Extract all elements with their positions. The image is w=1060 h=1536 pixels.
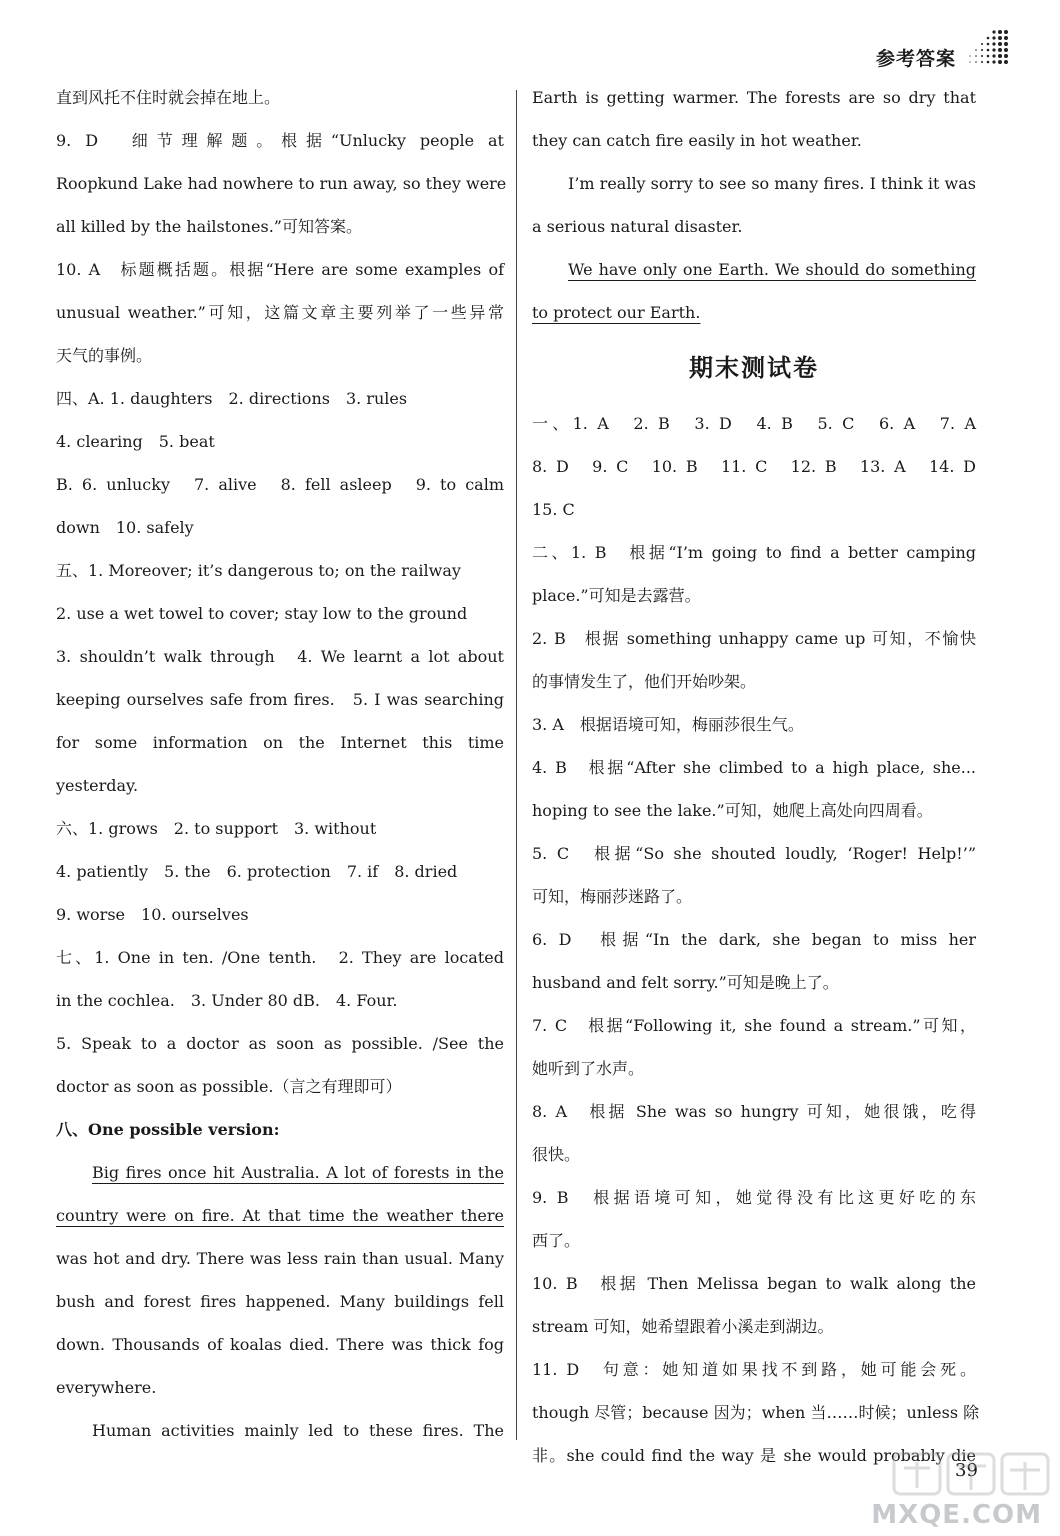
text-line — [532, 1348, 976, 1391]
text-line — [56, 119, 504, 162]
line-text: 的事情发生了，他们开始吵架。 — [532, 672, 757, 691]
text-line — [56, 1237, 504, 1280]
text-line — [56, 721, 504, 764]
line-text: 六、1. grows 2. to support 3. without — [56, 819, 377, 838]
line-text: 她听到了水声。 — [532, 1059, 645, 1078]
text-line — [56, 1108, 504, 1151]
text-line — [56, 764, 504, 807]
text-line — [56, 377, 504, 420]
text-line — [532, 205, 976, 248]
text-line — [532, 703, 976, 746]
line-text: 9. worse 10. ourselves — [56, 905, 249, 924]
line-text: 7. C 根据“Following it, she found a stream.”可知， — [532, 1016, 976, 1035]
text-line — [56, 678, 504, 721]
right-column — [532, 76, 980, 1477]
text-line — [532, 1262, 976, 1305]
line-text: 9. D 细节理解题。根据“Unlucky people at — [56, 131, 504, 150]
column-divider — [516, 90, 517, 1440]
text-line — [532, 1305, 976, 1348]
text-line — [56, 1022, 504, 1065]
line-text: a serious natural disaster. — [532, 217, 743, 236]
line-text: 八、One possible version: — [56, 1120, 280, 1139]
right-column-bottom — [532, 402, 980, 1477]
line-text: 西了。 — [532, 1231, 581, 1250]
line-text: doctor as soon as possible.（言之有理即可） — [56, 1077, 402, 1096]
left-column — [56, 76, 507, 1452]
text-line — [532, 1090, 976, 1133]
line-text: We have only one Earth. We should do something — [568, 260, 976, 279]
line-text: was hot and dry. There was less rain than usual. Many — [56, 1249, 504, 1268]
line-text: 4. patiently 5. the 6. protection 7. if 8. dried — [56, 862, 458, 881]
line-text: 5. C 根据“So she shouted loudly, ‘Roger! Help!’” — [532, 844, 976, 863]
text-line — [56, 1280, 504, 1323]
text-line — [56, 592, 504, 635]
line-text: 3. shouldn’t walk through 4. We learnt a lot about — [56, 647, 504, 666]
text-line — [532, 660, 976, 703]
line-text: 3. A 根据语境可知，梅丽莎很生气。 — [532, 715, 804, 734]
text-line — [532, 76, 976, 119]
line-text: 二、1. B 根据“I’m going to find a better camping — [532, 543, 976, 562]
text-line — [532, 402, 976, 445]
line-text: 5. Speak to a doctor as soon as possible. /See the — [56, 1034, 504, 1053]
line-text: everywhere. — [56, 1378, 157, 1397]
text-line — [532, 248, 976, 291]
line-text: place.”可知是去露营。 — [532, 586, 701, 605]
text-line — [532, 574, 976, 617]
text-line — [56, 248, 504, 291]
line-text: 9. B 根据语境可知，她觉得没有比这更好吃的东 — [532, 1188, 976, 1207]
text-line — [532, 445, 976, 488]
text-line — [56, 420, 504, 463]
text-line — [56, 162, 507, 205]
line-text: B. 6. unlucky 7. alive 8. fell asleep 9. to calm — [56, 475, 504, 494]
text-line — [56, 334, 504, 377]
line-text: 8. A 根据 She was so hungry 可知，她很饿，吃得 — [532, 1102, 976, 1121]
line-text: 15. C — [532, 500, 575, 519]
text-line — [532, 746, 976, 789]
line-text: keeping ourselves safe from fires. 5. I was searching — [56, 690, 504, 709]
text-line — [56, 205, 504, 248]
text-line — [56, 1151, 504, 1194]
text-line — [56, 979, 504, 1022]
text-line — [56, 936, 504, 979]
section-title: 期末测试卷 — [689, 354, 819, 382]
watermark-text: MXQE.COM — [871, 1500, 1042, 1530]
line-text: for some information on the Internet this time — [56, 733, 504, 752]
line-text: Human activities mainly led to these fires. The — [92, 1421, 504, 1440]
text-line — [56, 635, 504, 678]
right-column-top — [532, 76, 976, 334]
text-line — [532, 1176, 976, 1219]
text-line — [532, 119, 976, 162]
text-line — [532, 291, 976, 334]
line-text: all killed by the hailstones.”可知答案。 — [56, 217, 362, 236]
text-line — [532, 1047, 976, 1090]
line-text: 10. A 标题概括题。根据“Here are some examples of — [56, 260, 504, 279]
text-line — [532, 1004, 976, 1047]
text-line — [532, 162, 976, 205]
line-text: Big fires once hit Australia. A lot of forests in the — [92, 1163, 504, 1182]
text-line — [532, 531, 976, 574]
line-text: 可知，梅丽莎迷路了。 — [532, 887, 693, 906]
text-line — [56, 1323, 504, 1366]
text-line — [56, 1194, 504, 1237]
line-text: though 尽管；because 因为；when 当……时候；unless 除 — [532, 1403, 980, 1422]
line-text: 直到风托不住时就会掉在地上。 — [56, 88, 281, 107]
line-text: 10. B 根据 Then Melissa began to walk along the — [532, 1274, 976, 1293]
line-text: to protect our Earth. — [532, 303, 701, 322]
line-text: 2. use a wet towel to cover; stay low to the ground — [56, 604, 468, 623]
text-line — [532, 488, 976, 531]
line-text: 天气的事例。 — [56, 346, 153, 365]
line-text: yesterday. — [56, 776, 139, 795]
text-line — [56, 1409, 504, 1452]
line-text: down. Thousands of koalas died. There was thick fog — [56, 1335, 504, 1354]
text-line — [56, 549, 504, 592]
line-text: husband and felt sorry.”可知是晚上了。 — [532, 973, 839, 992]
line-text: 2. B 根据 something unhappy came up 可知，不愉快 — [532, 629, 976, 648]
text-line — [532, 832, 976, 875]
text-line — [532, 1391, 980, 1434]
text-line — [532, 789, 976, 832]
text-line — [532, 617, 976, 660]
line-text: 一、1. A 2. B 3. D 4. B 5. C 6. A 7. A — [532, 414, 976, 433]
text-line — [56, 893, 504, 936]
line-text: 11. D 句意：她知道如果找不到路，她可能会死。 — [532, 1360, 976, 1379]
line-text: bush and forest fires happened. Many buildings fell — [56, 1292, 504, 1311]
page-number: 39 — [955, 1460, 978, 1481]
text-line — [56, 1065, 504, 1108]
line-text: down 10. safely — [56, 518, 194, 537]
dots-decoration-icon — [966, 28, 1010, 72]
text-line — [56, 76, 504, 119]
line-text: 8. D 9. C 10. B 11. C 12. B 13. A 14. D — [532, 457, 976, 476]
line-text: 4. B 根据“After she climbed to a high place, she... — [532, 758, 976, 777]
text-line — [56, 291, 504, 334]
line-text: stream 可知，她希望跟着小溪走到湖边。 — [532, 1317, 834, 1336]
line-text: 4. clearing 5. beat — [56, 432, 215, 451]
line-text: I’m really sorry to see so many fires. I think it was — [568, 174, 976, 193]
text-line — [532, 875, 976, 918]
text-line — [532, 961, 976, 1004]
line-text: Earth is getting warmer. The forests are so dry that — [532, 88, 976, 107]
line-text: 非。she could find the way 是 she would probably die — [532, 1446, 976, 1465]
line-text: 五、1. Moreover; it’s dangerous to; on the railway — [56, 561, 461, 580]
line-text: unusual weather.”可知，这篇文章主要列举了一些异常 — [56, 303, 504, 322]
text-line — [56, 807, 504, 850]
text-line — [56, 850, 504, 893]
line-text: country were on fire. At that time the weather there — [56, 1206, 504, 1225]
line-text: 七、1. One in ten. /One tenth. 2. They are located — [56, 948, 504, 967]
text-line — [56, 463, 504, 506]
text-line — [56, 506, 504, 549]
text-line — [532, 1219, 976, 1262]
line-text: hoping to see the lake.”可知，她爬上高处向四周看。 — [532, 801, 933, 820]
text-line — [532, 918, 976, 961]
text-line — [56, 1366, 504, 1409]
line-text: they can catch fire easily in hot weather. — [532, 131, 862, 150]
line-text: 四、A. 1. daughters 2. directions 3. rules — [56, 389, 408, 408]
line-text: 6. D 根据“In the dark, she began to miss her — [532, 930, 976, 949]
line-text: in the cochlea. 3. Under 80 dB. 4. Four. — [56, 991, 398, 1010]
line-text: Roopkund Lake had nowhere to run away, so they were — [56, 174, 507, 193]
line-text: 很快。 — [532, 1145, 581, 1164]
text-line — [532, 1133, 976, 1176]
header-title: 参考答案 — [875, 48, 956, 70]
